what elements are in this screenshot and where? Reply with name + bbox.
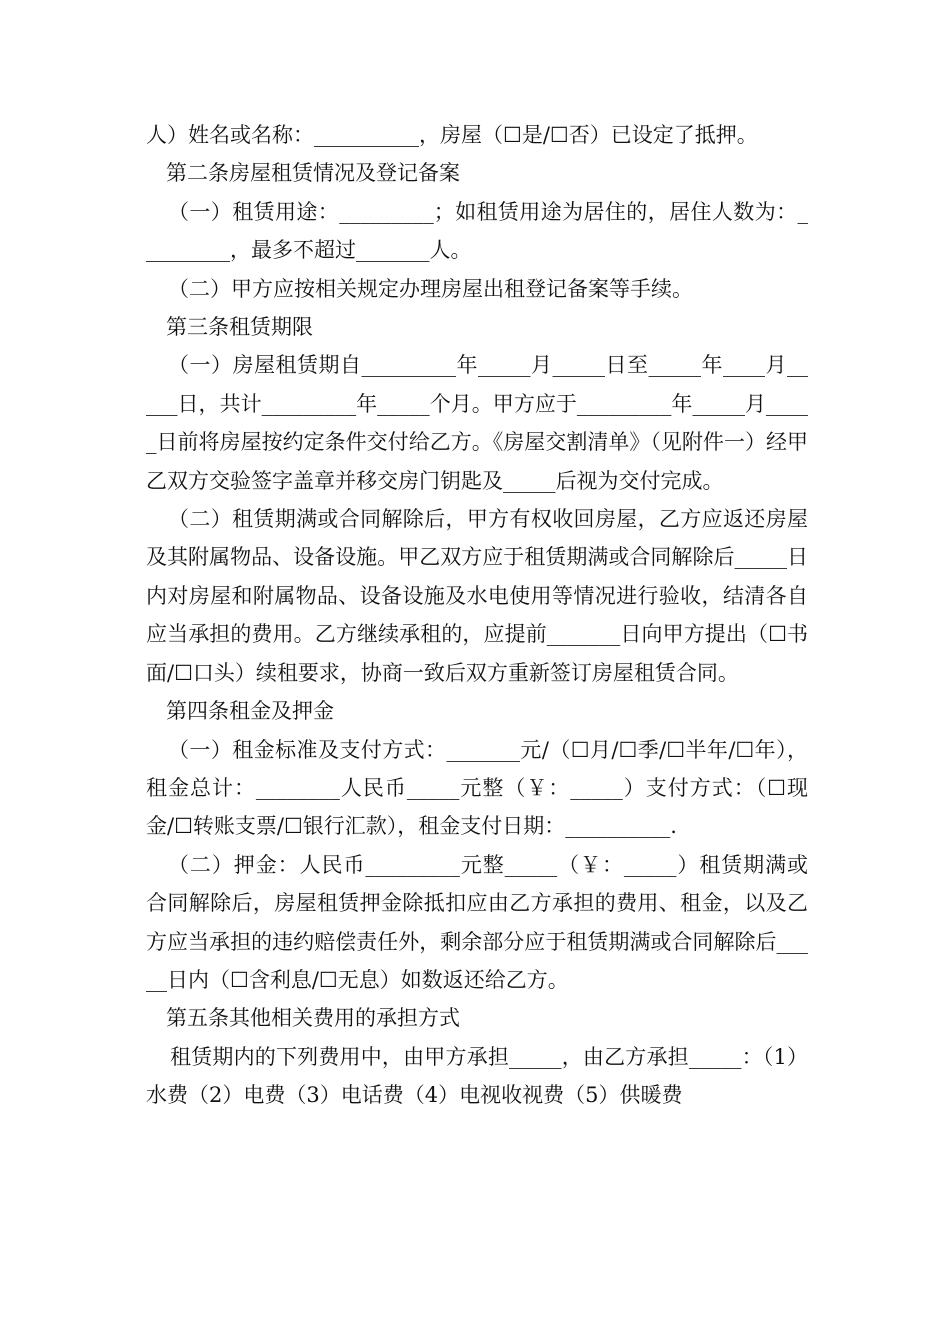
paragraph-rent-payment: （一）租金标准及支付方式：_______元/（☐月/☐季/☐半年/☐年），租金总计：________人民币_____元整（￥：_____）支付方式：（☐现金/☐转账支票/☐银行汇款），租金支付日期：__________. bbox=[146, 737, 808, 839]
paragraph-mortgage-status: 人）姓名或名称：__________，房屋（☐是/☐否）已设定了抵押。 bbox=[146, 123, 758, 147]
article-2-heading: 第二条房屋租赁情况及登记备案 bbox=[166, 161, 460, 186]
paragraph-registration: （二）甲方应按相关规定办理房屋出租登记备案等手续。 bbox=[168, 276, 693, 301]
paragraph-lease-purpose: （一）租赁用途：_________；如租赁用途为居住的，居住人数为：_________，最多不超过_______人。 bbox=[146, 199, 808, 263]
article-3-heading: 第三条租赁期限 bbox=[166, 315, 313, 340]
article-5-heading: 第五条其他相关费用的承担方式 bbox=[166, 1006, 460, 1031]
paragraph-deposit: （二）押金：人民币_________元整_____（￥：_____）租赁期满或合同解除后，房屋租赁押金除抵扣应由乙方承担的费用、租金，以及乙方应当承担的违约赔偿责任外，剩余部分应于租赁期满或合同解除后_____日内（☐含利息/☐无息）如数返还给乙方。 bbox=[146, 852, 808, 992]
contract-body bbox=[146, 116, 808, 1115]
paragraph-lease-expiry: （二）租赁期满或合同解除后，甲方有权收回房屋，乙方应返还房屋及其附属物品、设备设施。甲乙双方应于租赁期满或合同解除后_____日内对房屋和附属物品、设备设施及水电使用等情况进行验收，结清各自应当承担的费用。乙方继续承租的，应提前_______日向甲方提出（☐书面/☐口头）续租要求，协商一致后双方重新签订房屋租赁合同。 bbox=[146, 507, 808, 685]
paragraph-other-fees: 租赁期内的下列费用中，由甲方承担_____，由乙方承担_____：（1）水费（2）电费（3）电话费（4）电视收视费（5）供暖费 bbox=[146, 1044, 808, 1108]
paragraph-lease-term: （一）房屋租赁期自_________年_____月_____日至_____年____月_____日，共计_________年_____个月。甲方应于_________年_____月_____日前将房屋按约定条件交付给乙方。《房屋交割清单》（见附件一）经甲乙双方交验签字盖章并移交房门钥匙及_____后视为交付完成。 bbox=[146, 353, 808, 493]
article-4-heading: 第四条租金及押金 bbox=[166, 699, 334, 724]
